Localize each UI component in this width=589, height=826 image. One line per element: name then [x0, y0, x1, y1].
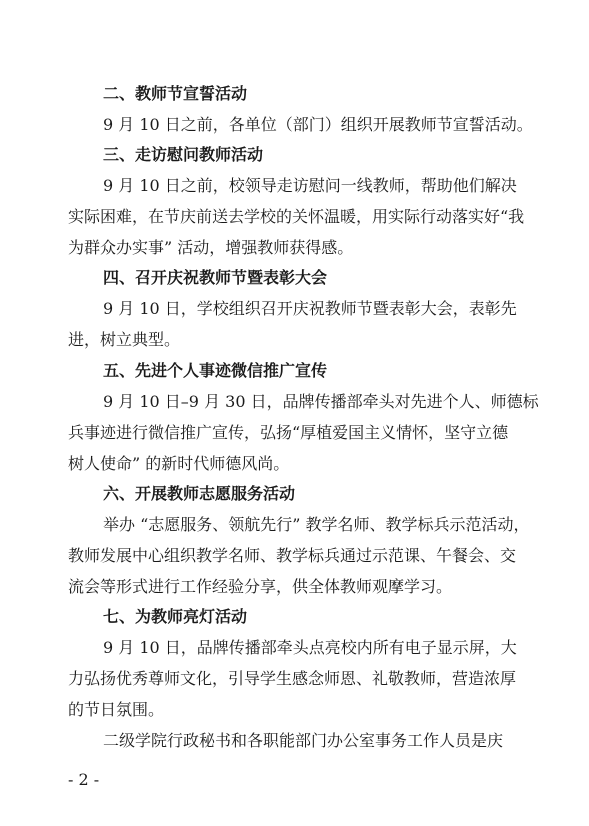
- closing-paragraph-line: 二级学院行政秘书和各职能部门办公室事务工作人员是庆: [103, 731, 504, 750]
- section-heading: 二、教师节宣誓活动: [103, 84, 248, 103]
- paragraph-line: 树人使命” 的新时代师德风尚。: [68, 454, 290, 473]
- section-heading: 六、开展教师志愿服务活动: [103, 484, 296, 503]
- paragraph-line: 举办 “志愿服务、领航先行” 教学名师、教学标兵示范活动，: [103, 515, 530, 534]
- paragraph-line: 兵事迹进行微信推广宣传，弘扬“厚植爱国主义情怀，坚守立德: [68, 423, 509, 442]
- paragraph-line: 为群众办实事” 活动，增强教师获得感。: [68, 238, 354, 257]
- page-number: - 2 -: [68, 770, 100, 789]
- section-heading: 七、为教师亮灯活动: [103, 607, 248, 626]
- section-heading: 三、走访慰问教师活动: [103, 145, 264, 164]
- paragraph-line: 教师发展中心组织教学名师、教学标兵通过示范课、午餐会、交: [68, 546, 517, 565]
- paragraph-line: 9 月 10 日之前，各单位（部门）组织开展教师节宣誓活动。: [103, 115, 533, 134]
- paragraph-line: 的节日氛围。: [68, 700, 165, 719]
- paragraph-line: 9 月 10 日，学校组织召开庆祝教师节暨表彰大会，表彰先: [103, 299, 517, 318]
- paragraph-line: 9 月 10 日之前，校领导走访慰问一线教师，帮助他们解决: [103, 176, 517, 195]
- paragraph-line: 进，树立典型。: [68, 330, 181, 349]
- paragraph-line: 力弘扬优秀尊师文化，引导学生感念师恩、礼敬教师，营造浓厚: [68, 669, 517, 688]
- paragraph-line: 9 月 10 日，品牌传播部牵头点亮校内所有电子显示屏，大: [103, 638, 517, 657]
- paragraph-line: 流会等形式进行工作经验分享，供全体教师观摩学习。: [68, 577, 453, 596]
- section-heading: 四、召开庆祝教师节暨表彰大会: [103, 268, 328, 287]
- paragraph-line: 9 月 10 日–9 月 30 日，品牌传播部牵头对先进个人、师德标: [103, 392, 539, 411]
- paragraph-line: 实际困难，在节庆前送去学校的关怀温暖，用实际行动落实好“我: [68, 207, 525, 226]
- section-heading: 五、先进个人事迹微信推广宣传: [103, 361, 328, 380]
